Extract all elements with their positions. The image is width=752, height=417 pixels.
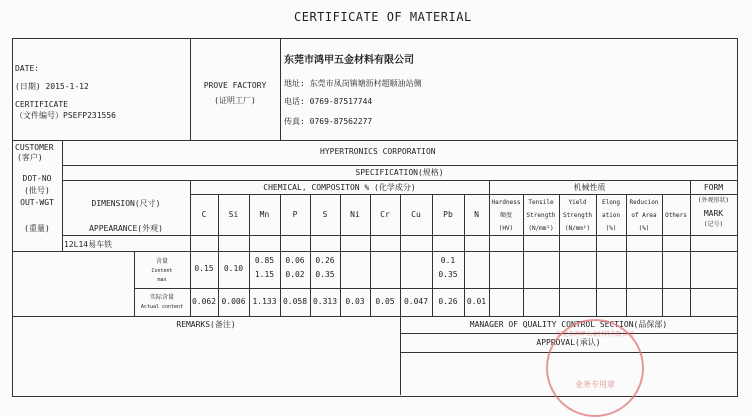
content-max-mn-2: 1.15 [254,270,275,279]
quality-manager-label: MANAGER OF QUALITY CONTROL SECTION(品保部) [469,320,668,329]
reduction-header-2: of Area [631,212,657,219]
appearance-label: APPEARANCE(外观) [89,224,163,233]
company-fax: 传真: 0769-87562277 [284,117,373,126]
actual-label-en: Actual content [140,304,184,310]
content-label-en: Content [151,268,173,274]
mark-label: MARK [703,209,724,218]
document-title: CERTIFICATE OF MATERIAL [294,10,472,24]
prove-factory-label-cn: (证明工厂) [214,96,256,105]
certificate-label: CERTIFICATE [15,100,68,109]
prove-factory-label: PROVE FACTORY [203,81,267,90]
hardness-header: Hardness [491,199,521,206]
batch-label: (批号) [24,186,50,195]
content-max-pb-2: 0.35 [438,270,458,279]
element-header: Cu [411,210,421,219]
element-header: Ni [350,210,360,219]
elongation-header-2: ation [601,212,621,219]
approval-label: APPROVAL(承认) [536,338,601,347]
hardness-unit: (HV) [498,225,514,232]
material-name: 12L14易车铁 [64,240,113,249]
mechanical-properties-label: 机械性质 [573,183,606,192]
element-header: N [474,210,479,219]
form-label: FORM [703,183,724,192]
reduction-unit: (%) [638,225,650,232]
content-max-p-1: 0.06 [285,256,305,265]
actual-value-ni: 0.03 [345,297,365,306]
actual-value-si: 0.006 [221,297,246,306]
element-header: Cr [380,210,390,219]
mark-label-cn: (记号) [703,221,724,228]
customer-label-cn: (客户) [17,153,43,162]
element-header: S [322,210,328,219]
content-label-cn: 含量 [155,258,168,265]
yield-header: Yield [568,199,587,206]
date-label: DATE: [15,64,40,73]
element-header: Mn [259,210,270,219]
others-header: Others [665,212,687,219]
actual-value-cu: 0.047 [403,297,429,306]
dot-no-label: DOT-NO [22,174,52,183]
yield-header-2: Strength [563,212,592,219]
content-max-c: 0.15 [194,264,214,273]
company-address: 地址: 东莞市凤岗镇塘沥村超顺油站侧 [284,79,422,88]
content-max-si: 0.10 [223,264,244,273]
remarks-label: REMARKS(备注) [176,320,236,329]
company-seal [546,319,644,417]
element-header: P [292,210,298,219]
customer-name: HYPERTRONICS CORPORATION [320,147,436,156]
tensile-header: Tensile [528,199,554,206]
out-wgt-label: OUT-WGT [20,198,54,207]
company-name: 东莞市鸿甲五金材料有限公司 [284,55,414,66]
reduction-header: Reducion [629,199,659,206]
actual-value-pb: 0.26 [438,297,458,306]
elongation-unit: (%) [605,225,617,232]
date-value: (日期) 2015-1-12 [15,82,89,91]
tensile-header-2: Strength [526,212,556,219]
element-header: Pb [443,210,453,219]
actual-label-cn: 实际含量 [149,294,174,301]
actual-value-mn: 1.133 [252,297,277,306]
certificate-number: （文件编号）PSEFP231556 [15,111,116,120]
content-max-mn-1: 0.85 [254,256,275,265]
elongation-header: Elong [601,199,621,206]
content-max-p-2: 0.02 [285,270,305,279]
actual-value-p: 0.058 [282,297,308,306]
dimension-label: DIMENSION(尺寸) [91,199,161,208]
actual-value-s: 0.313 [312,297,338,306]
content-label-max: max [157,277,167,283]
tensile-unit: (N/mm²) [528,225,554,232]
actual-value-c: 0.062 [191,297,217,306]
weight-label: (重量) [24,224,50,233]
actual-value-n: 0.01 [466,297,487,306]
content-max-s-2: 0.35 [315,270,335,279]
content-max-pb-1: 0.1 [440,256,456,265]
seal-text: 业务专用章 [575,380,615,389]
company-phone: 电话: 0769-87517744 [284,97,373,106]
specification-label: SPECIFICATION(规格) [355,168,444,177]
hardness-header-cn: 硬度 [499,212,512,219]
yield-unit: (N/mm²) [564,225,591,232]
customer-label: CUSTOMER [15,143,54,152]
element-header: Si [228,210,239,219]
form-label-cn: (外观形状) [697,197,730,204]
element-header: C [201,210,207,219]
chemical-composition-label: CHEMICAL, COMPOSITON % (化学成分) [263,183,416,192]
actual-value-cr: 0.05 [375,297,395,306]
content-max-s-1: 0.26 [315,256,335,265]
seal-ring-text: 东莞市鸿甲五金材料有限公司 [555,331,634,338]
